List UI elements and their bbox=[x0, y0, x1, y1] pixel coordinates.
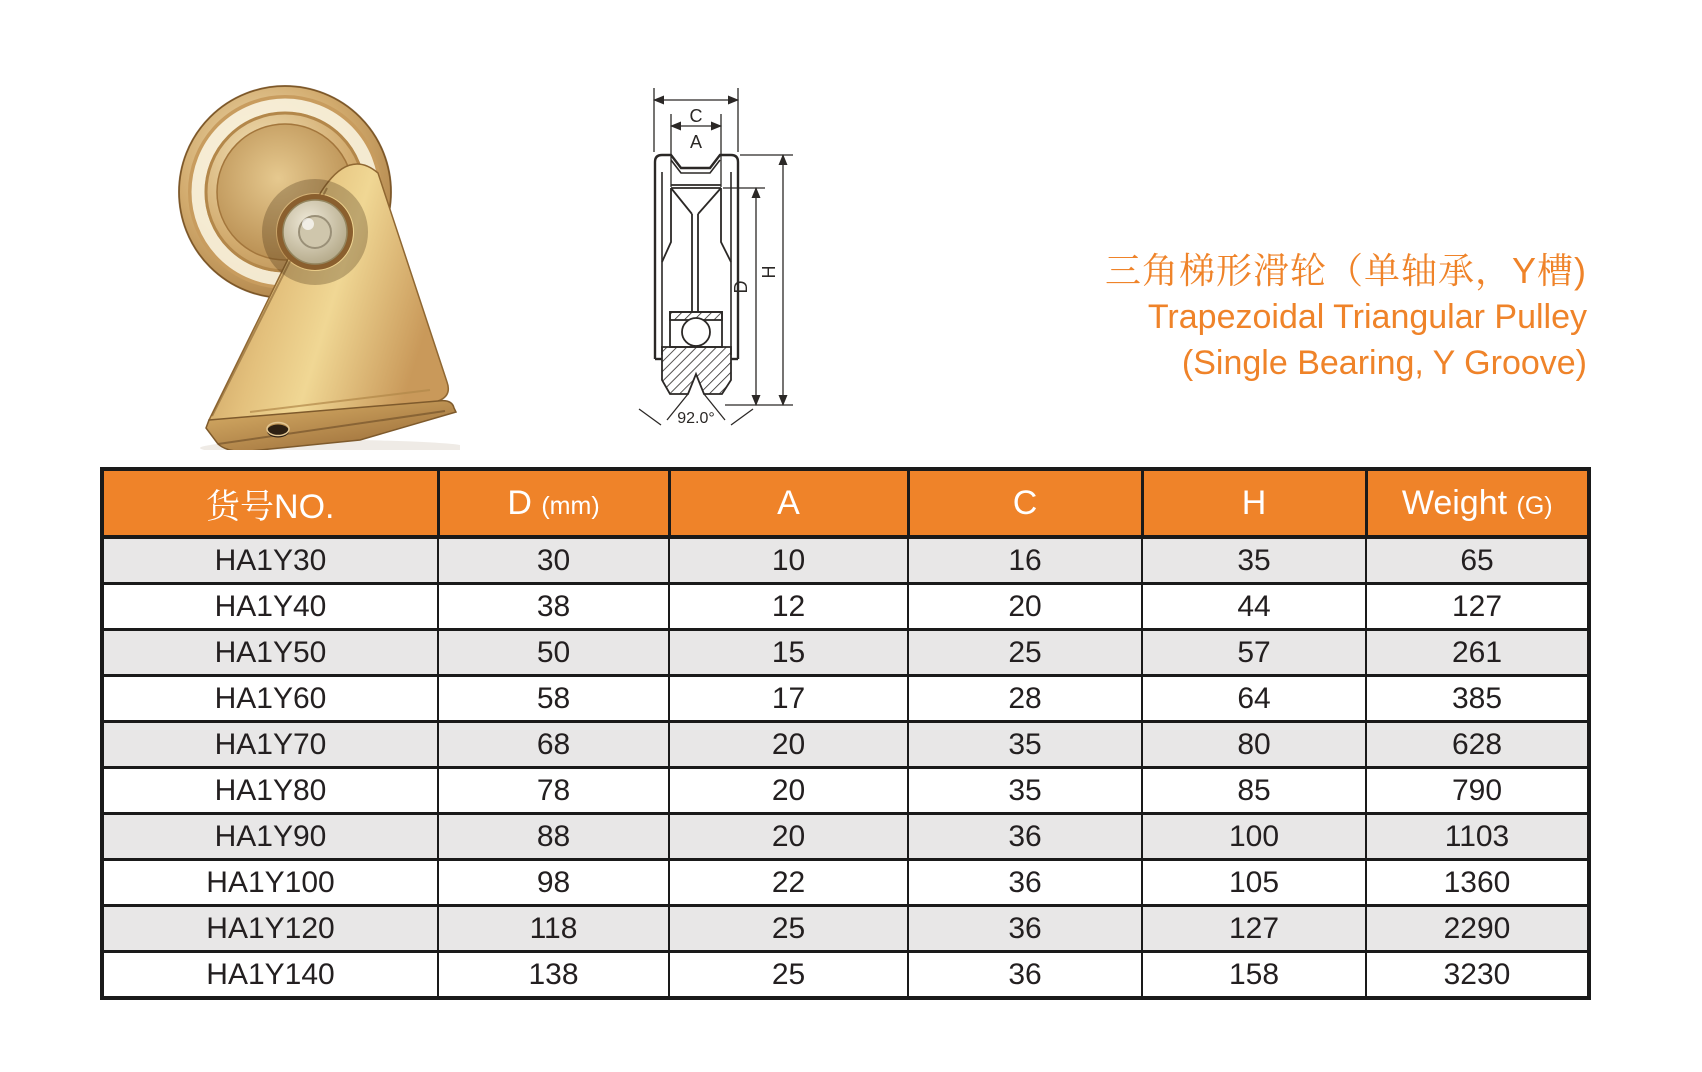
table-row bbox=[102, 676, 1589, 722]
cell-weight: 65 bbox=[1366, 537, 1589, 584]
cell-c: 36 bbox=[908, 860, 1142, 906]
cell-h: 80 bbox=[1142, 722, 1366, 768]
cell-weight: 127 bbox=[1366, 584, 1589, 630]
cell-a: 25 bbox=[669, 952, 908, 999]
cell-d: 58 bbox=[438, 676, 669, 722]
cell-weight: 261 bbox=[1366, 630, 1589, 676]
cell-a: 15 bbox=[669, 630, 908, 676]
cell-h: 127 bbox=[1142, 906, 1366, 952]
cell-d: 78 bbox=[438, 768, 669, 814]
cell-c: 16 bbox=[908, 537, 1142, 584]
groove-angle-label: 92.0° bbox=[677, 410, 715, 427]
cell-weight: 385 bbox=[1366, 676, 1589, 722]
header-product-no: 货号NO. bbox=[102, 469, 438, 537]
cell-c: 36 bbox=[908, 814, 1142, 860]
y-groove bbox=[662, 185, 731, 312]
dimension-c-label: C bbox=[689, 106, 703, 126]
cell-c: 35 bbox=[908, 722, 1142, 768]
header-c: C bbox=[908, 469, 1142, 537]
cell-a: 20 bbox=[669, 722, 908, 768]
table-row bbox=[102, 860, 1589, 906]
cell-product-no: HA1Y60 bbox=[102, 676, 438, 722]
hub-bolt bbox=[277, 194, 353, 270]
cell-h: 85 bbox=[1142, 768, 1366, 814]
table-row bbox=[102, 584, 1589, 630]
table-row bbox=[102, 814, 1589, 860]
cell-product-no: HA1Y70 bbox=[102, 722, 438, 768]
cell-product-no: HA1Y140 bbox=[102, 952, 438, 999]
cell-product-no: HA1Y50 bbox=[102, 630, 438, 676]
table-row bbox=[102, 906, 1589, 952]
cell-c: 25 bbox=[908, 630, 1142, 676]
cell-h: 64 bbox=[1142, 676, 1366, 722]
cell-h: 57 bbox=[1142, 630, 1366, 676]
spec-table bbox=[100, 467, 1591, 1000]
cell-d: 38 bbox=[438, 584, 669, 630]
dimension-h-label: H bbox=[759, 265, 779, 279]
cell-weight: 3230 bbox=[1366, 952, 1589, 999]
table-row bbox=[102, 630, 1589, 676]
cell-c: 20 bbox=[908, 584, 1142, 630]
table-row bbox=[102, 952, 1589, 999]
cell-h: 100 bbox=[1142, 814, 1366, 860]
cell-a: 25 bbox=[669, 906, 908, 952]
cell-d: 50 bbox=[438, 630, 669, 676]
cell-weight: 790 bbox=[1366, 768, 1589, 814]
dimension-a-label: A bbox=[689, 132, 703, 152]
cell-c: 28 bbox=[908, 676, 1142, 722]
cell-d: 68 bbox=[438, 722, 669, 768]
cell-d: 98 bbox=[438, 860, 669, 906]
cell-weight: 1103 bbox=[1366, 814, 1589, 860]
shaft-section bbox=[662, 347, 731, 394]
cell-product-no: HA1Y80 bbox=[102, 768, 438, 814]
cell-a: 12 bbox=[669, 584, 908, 630]
header-d: D (mm) bbox=[438, 469, 669, 537]
cell-product-no: HA1Y120 bbox=[102, 906, 438, 952]
product-title-en-line2: (Single Bearing, Y Groove) bbox=[1181, 344, 1587, 382]
cell-weight: 628 bbox=[1366, 722, 1589, 768]
cell-h: 105 bbox=[1142, 860, 1366, 906]
cell-d: 118 bbox=[438, 906, 669, 952]
product-photo bbox=[100, 60, 460, 450]
table-row bbox=[102, 537, 1589, 584]
cell-a: 17 bbox=[669, 676, 908, 722]
table-row bbox=[102, 722, 1589, 768]
header-h: H bbox=[1142, 469, 1366, 537]
cell-product-no: HA1Y30 bbox=[102, 537, 438, 584]
header-a: A bbox=[669, 469, 908, 537]
cell-product-no: HA1Y90 bbox=[102, 814, 438, 860]
cell-d: 138 bbox=[438, 952, 669, 999]
cell-d: 88 bbox=[438, 814, 669, 860]
technical-drawing bbox=[595, 72, 825, 437]
dimension-d-label: D bbox=[731, 280, 751, 294]
cell-a: 10 bbox=[669, 537, 908, 584]
product-title-en-line1: Trapezoidal Triangular Pulley bbox=[1147, 298, 1587, 336]
cell-weight: 2290 bbox=[1366, 906, 1589, 952]
cell-c: 35 bbox=[908, 768, 1142, 814]
bearing bbox=[670, 312, 722, 347]
cell-weight: 1360 bbox=[1366, 860, 1589, 906]
cell-h: 44 bbox=[1142, 584, 1366, 630]
cell-a: 20 bbox=[669, 768, 908, 814]
cell-c: 36 bbox=[908, 906, 1142, 952]
product-title-zh: 三角梯形滑轮（单轴承，Y槽) bbox=[1104, 250, 1587, 291]
cell-d: 30 bbox=[438, 537, 669, 584]
dimension-h bbox=[725, 155, 793, 405]
cell-product-no: HA1Y100 bbox=[102, 860, 438, 906]
header-weight: Weight (G) bbox=[1366, 469, 1589, 537]
spec-table-body bbox=[102, 537, 1589, 998]
cell-h: 35 bbox=[1142, 537, 1366, 584]
cell-h: 158 bbox=[1142, 952, 1366, 999]
cell-product-no: HA1Y40 bbox=[102, 584, 438, 630]
title-block bbox=[1105, 248, 1587, 386]
cell-a: 22 bbox=[669, 860, 908, 906]
table-row bbox=[102, 768, 1589, 814]
cell-c: 36 bbox=[908, 952, 1142, 999]
bearing-ball bbox=[682, 318, 710, 346]
spec-table-header bbox=[102, 469, 1589, 537]
cell-a: 20 bbox=[669, 814, 908, 860]
